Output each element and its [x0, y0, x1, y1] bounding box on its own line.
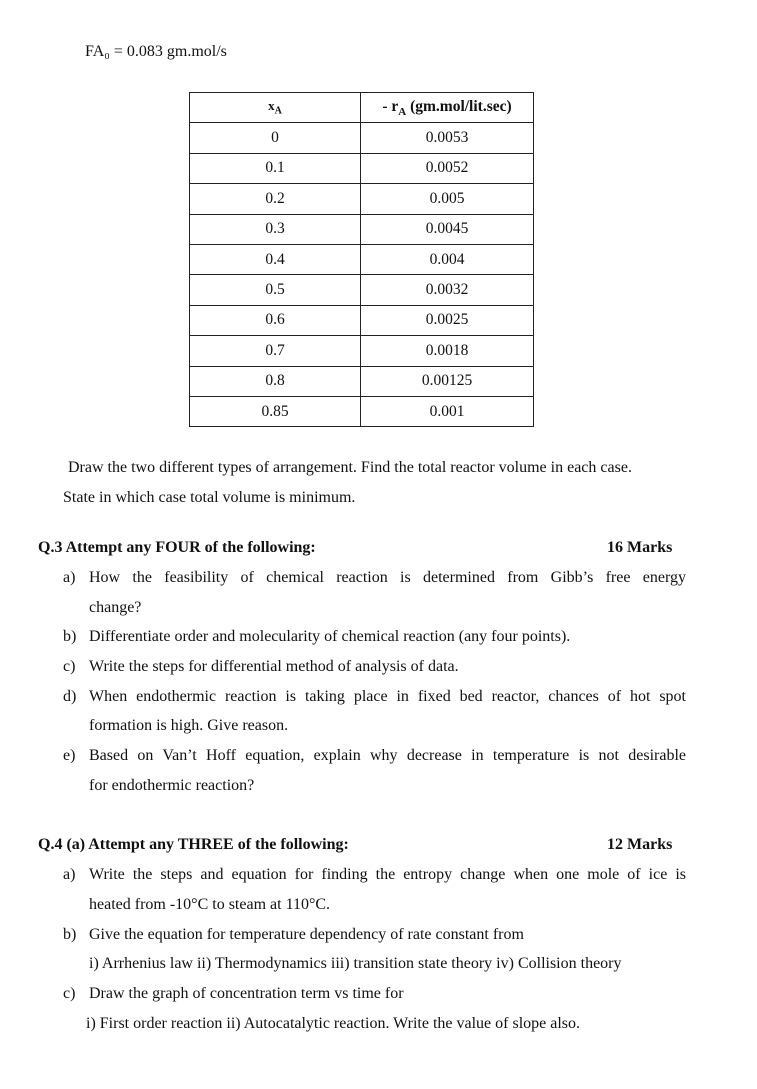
q3-d-line-2: formation is high. Give reason.	[89, 717, 289, 734]
xa-cell: 0.8	[190, 366, 361, 396]
table-row	[190, 123, 534, 153]
rate-cell: 0.0032	[361, 275, 534, 305]
xa-cell: 0.6	[190, 305, 361, 335]
q3-c-line-1: Write the steps for differential method of analysis of data.	[89, 658, 459, 675]
q3-b-label: b)	[63, 628, 77, 645]
q4-b-line-2: i) Arrhenius law ii) Thermodynamics iii) transition state theory iv) Collision theory	[89, 955, 622, 972]
q3-d-label: d)	[63, 688, 77, 705]
q3-b-line-1: Differentiate order and molecularity of chemical reaction (any four points).	[89, 628, 571, 645]
q4-heading	[38, 836, 349, 854]
q4-heading-prefix: Q.4 (a)	[38, 836, 89, 853]
rate-cell: 0.0053	[361, 123, 534, 153]
q3-a-line-1: How the feasibility of chemical reaction is determined from Gibb’s free energy	[89, 569, 686, 586]
table-row	[190, 184, 534, 214]
q4-c-line-2: i) First order reaction ii) Autocatalytic reaction. Write the value of slope also.	[86, 1015, 581, 1032]
table-row	[190, 275, 534, 305]
xa-cell: 0.85	[190, 396, 361, 426]
q3-d-line-1: When endothermic reaction is taking place in fixed bed reactor, chances of hot spot	[89, 688, 686, 705]
rate-header: - $r_A$ (gm.mol/lit.sec)	[361, 93, 534, 123]
table-row	[190, 366, 534, 396]
xa-cell: 0	[190, 123, 361, 153]
xa-header: $x_A$	[190, 93, 361, 123]
xa-cell: 0.4	[190, 244, 361, 274]
q3-e-line-1: Based on Van’t Hoff equation, explain why decrease in temperature is not desirable	[89, 747, 686, 764]
q4-heading-text: Attempt any THREE of the following:	[88, 836, 349, 853]
xa-cell: 0.1	[190, 153, 361, 183]
xa-cell: 0.7	[190, 336, 361, 366]
q3-heading: Q.3 Attempt any FOUR of the following:	[38, 539, 316, 556]
q3-marks: 16 Marks	[607, 539, 673, 556]
q4-b-line-1: Give the equation for temperature dependency of rate constant from	[89, 926, 524, 943]
rate-cell: 0.0025	[361, 305, 534, 335]
table-row	[190, 214, 534, 244]
q3-e-label: e)	[63, 747, 76, 764]
table-row	[190, 244, 534, 274]
q4-b-label: b)	[63, 926, 77, 943]
q4-a-line-1: Write the steps and equation for finding the entropy change when one mole of ice is	[89, 866, 686, 883]
xa-cell: 0.2	[190, 184, 361, 214]
xa-cell: 0.5	[190, 275, 361, 305]
xa-cell: 0.3	[190, 214, 361, 244]
q4-c-line-1: Draw the graph of concentration term vs time for	[89, 985, 404, 1002]
rate-cell: 0.0052	[361, 153, 534, 183]
table-header-row	[190, 93, 534, 123]
q3-c-label: c)	[63, 658, 76, 675]
feed-rate-line: FA₀ = 0.083 gm.mol/s	[85, 43, 227, 60]
q3-a-line-2: change?	[89, 599, 142, 616]
q4-a-label: a)	[63, 866, 76, 883]
q3-e-line-2: for endothermic reaction?	[89, 777, 255, 794]
instruction-line-2: State in which case total volume is minimum.	[63, 489, 356, 506]
rate-cell: 0.001	[361, 396, 534, 426]
table-row	[190, 396, 534, 426]
rate-cell: 0.00125	[361, 366, 534, 396]
q4-a-line-2: heated from -10°C to steam at 110°C.	[89, 896, 331, 913]
table-row	[190, 153, 534, 183]
conversion-rate-table	[189, 92, 534, 427]
q4-c-label: c)	[63, 985, 76, 1002]
rate-cell: 0.004	[361, 244, 534, 274]
q3-a-label: a)	[63, 569, 76, 586]
rate-cell: 0.005	[361, 184, 534, 214]
q4-marks: 12 Marks	[607, 836, 673, 853]
rate-cell: 0.0045	[361, 214, 534, 244]
table-row	[190, 336, 534, 366]
instruction-line-1: Draw the two different types of arrangement. Find the total reactor volume in each case.	[68, 459, 632, 476]
table-row	[190, 305, 534, 335]
rate-cell: 0.0018	[361, 336, 534, 366]
